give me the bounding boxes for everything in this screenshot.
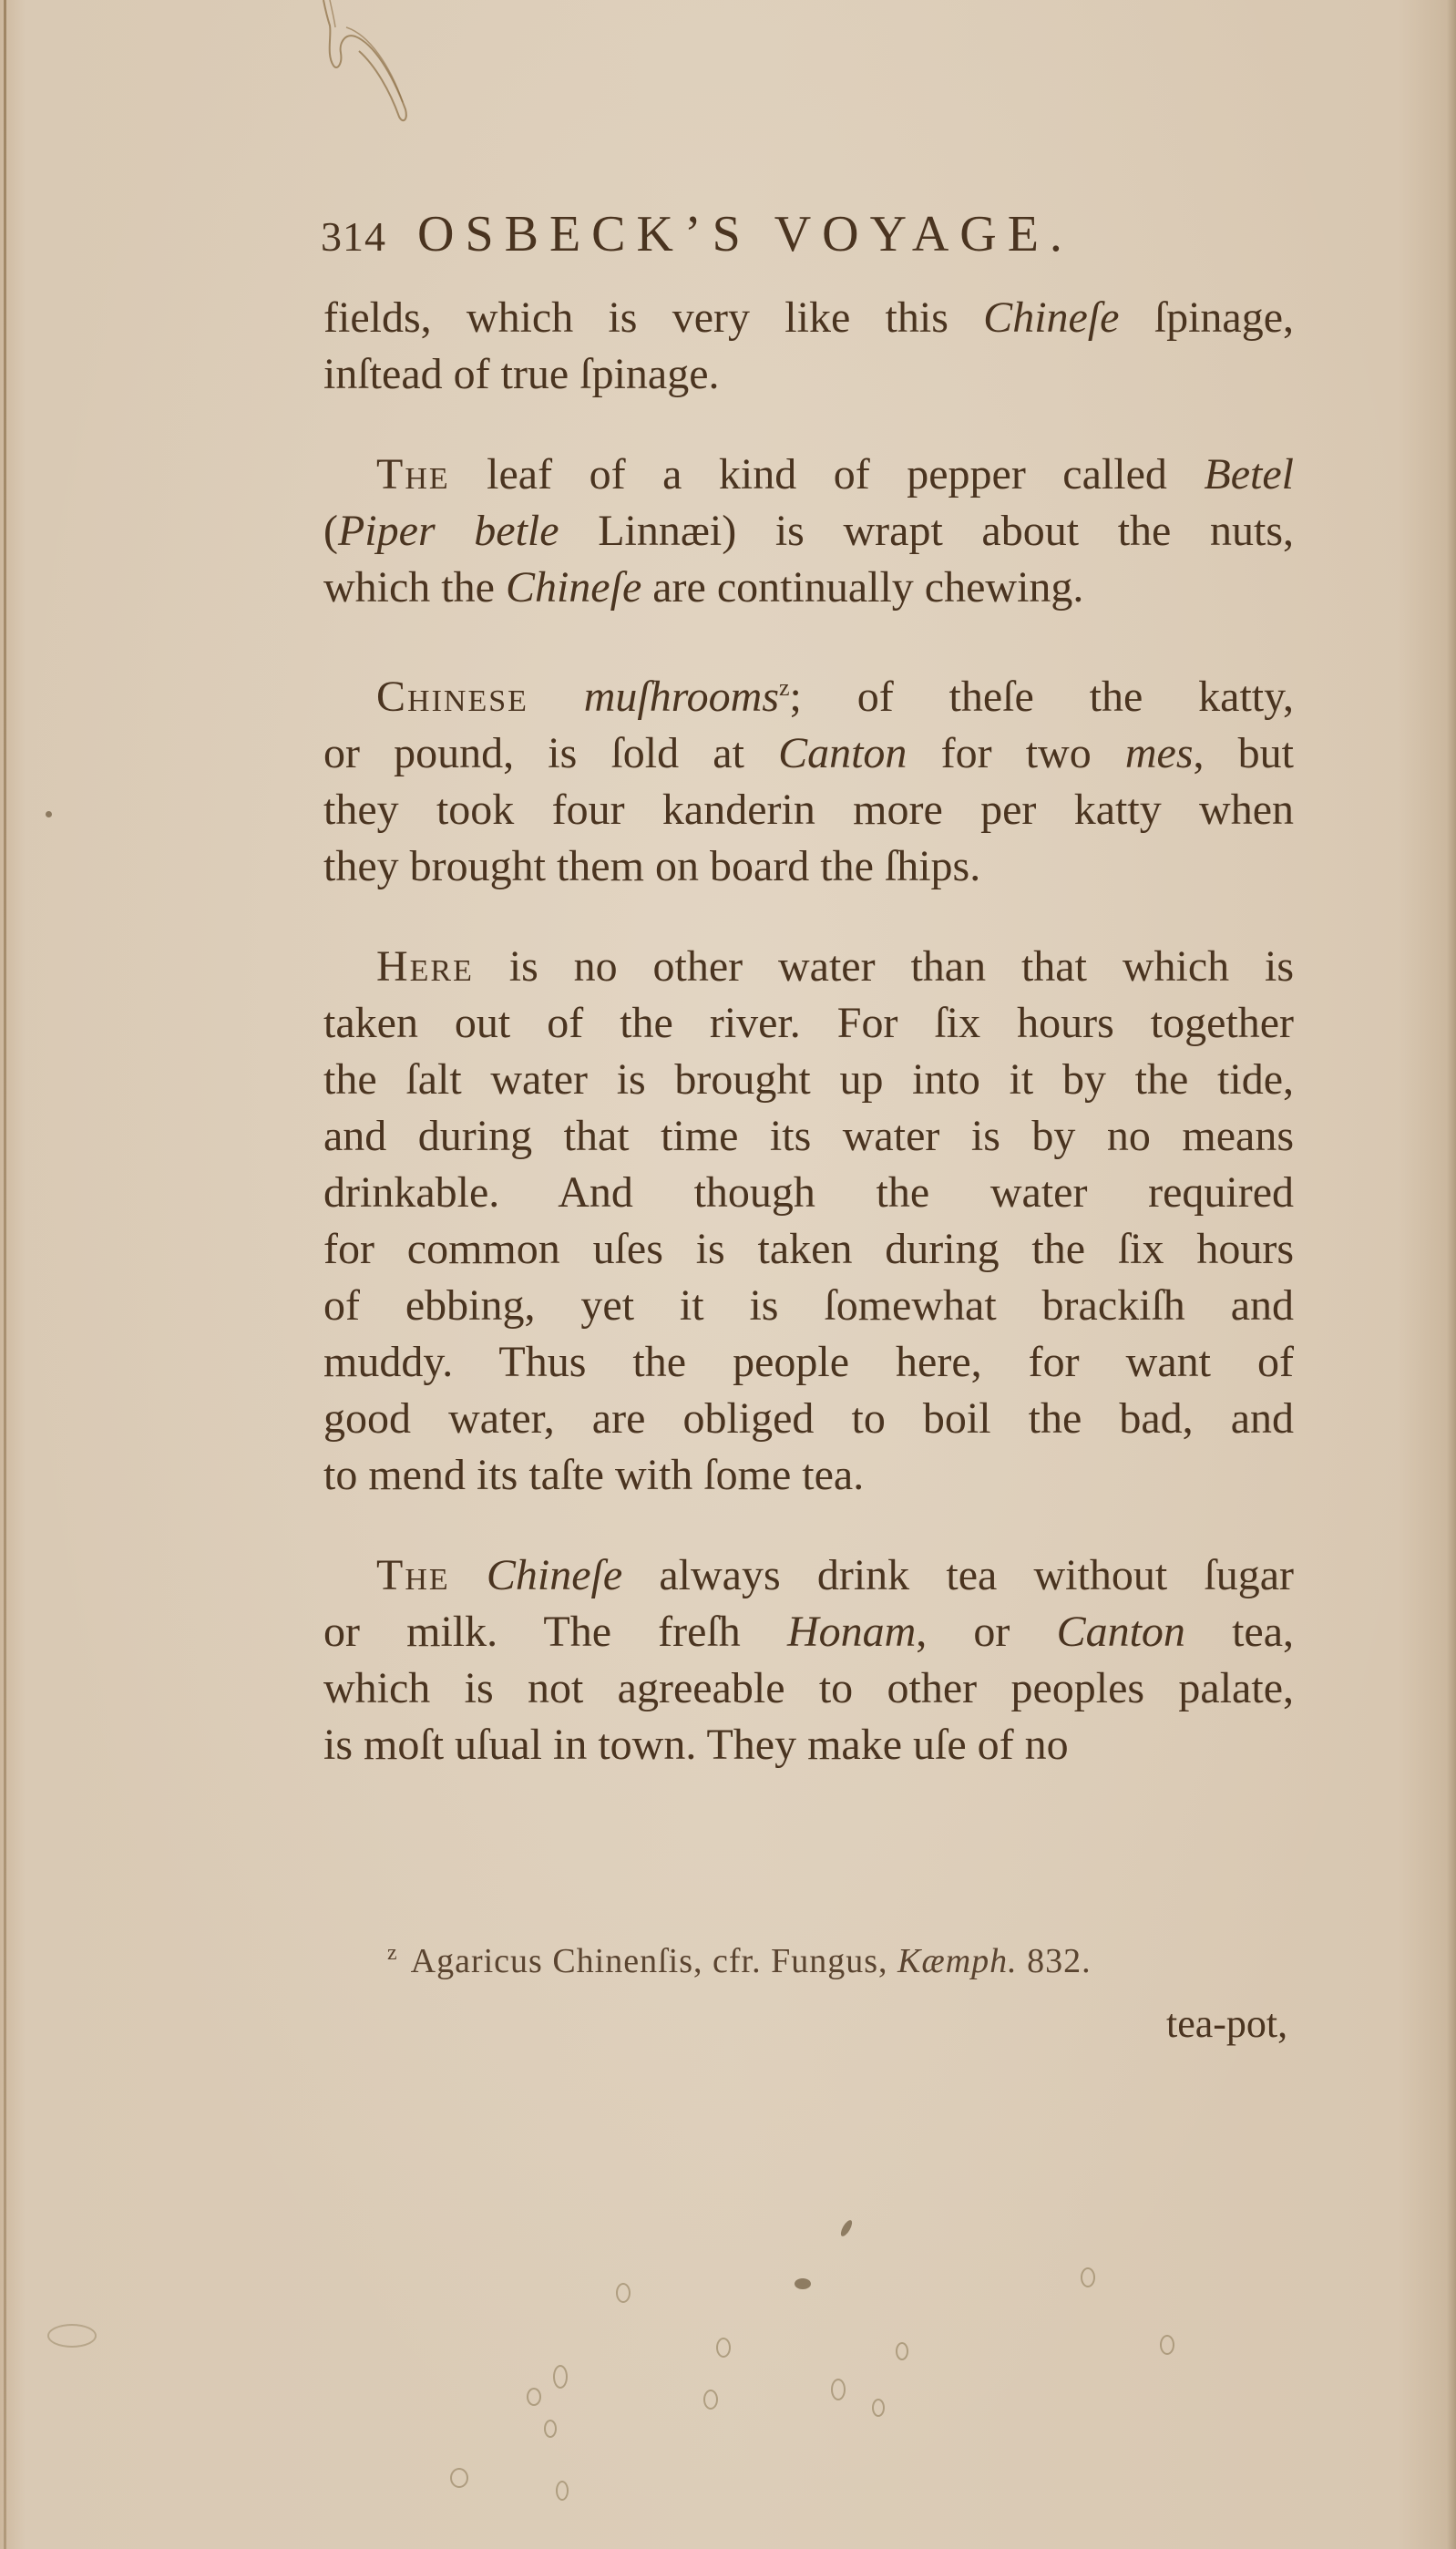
footnote-page: 832. xyxy=(1017,1942,1092,1980)
paper-speck xyxy=(544,2420,557,2438)
italic-run: Canton xyxy=(778,729,907,777)
text-line xyxy=(323,447,1294,503)
paper-speck xyxy=(1160,2335,1174,2355)
text-line xyxy=(323,838,1294,895)
paper-speck xyxy=(450,2468,468,2488)
text-line xyxy=(323,1547,1294,1604)
ink-spot xyxy=(795,2278,811,2289)
text-line xyxy=(323,1391,1294,1447)
text-run: or pound, is ſold at xyxy=(323,729,779,777)
text-line xyxy=(323,1052,1294,1108)
page-right-edge xyxy=(1447,0,1456,2549)
paper-speck xyxy=(553,2365,568,2389)
text-run: fields, which is very like this xyxy=(323,293,984,342)
text-line xyxy=(323,1108,1294,1165)
text-run: drinkable. And though the water required xyxy=(323,1168,1294,1217)
page-left-edge xyxy=(4,0,6,2549)
text-line xyxy=(323,560,1294,616)
paper-speck xyxy=(716,2338,731,2358)
small-caps-run: Chinese xyxy=(376,673,528,721)
text-run: , or xyxy=(916,1608,1057,1656)
text-run: muddy. Thus the people here, for want of xyxy=(323,1338,1294,1386)
text-line xyxy=(323,1447,1294,1504)
text-line xyxy=(323,346,1294,403)
italic-run: Chineſe xyxy=(486,1551,623,1599)
text-line xyxy=(323,1278,1294,1334)
text-line xyxy=(323,1334,1294,1391)
paper-speck xyxy=(616,2283,631,2303)
ink-spot xyxy=(839,2218,855,2237)
text-line xyxy=(323,1165,1294,1221)
text-run: tea, xyxy=(1184,1608,1295,1656)
text-run: good water, are obliged to boil the bad, and xyxy=(323,1394,1294,1443)
italic-run: Betel xyxy=(1204,450,1294,498)
text-run xyxy=(528,673,584,721)
text-run: ( xyxy=(323,507,338,555)
page-number: 314 xyxy=(321,213,386,260)
paper-speck xyxy=(556,2481,569,2501)
text-run: which is not agreeable to other peoples palate, xyxy=(323,1664,1294,1712)
text-line xyxy=(323,660,1294,725)
italic-run: Honam xyxy=(786,1608,917,1656)
text-run: for common uſes is taken during the ſix hours xyxy=(323,1225,1294,1273)
small-caps-run: The xyxy=(376,450,450,498)
text-run: they brought them on board the ſhips. xyxy=(323,842,981,890)
text-run: ſpinage, xyxy=(1119,293,1295,342)
italic-run: Chineſe xyxy=(983,293,1120,342)
text-line xyxy=(323,939,1294,995)
footnote-text: Agaricus Chinenſis, cfr. Fungus, xyxy=(410,1942,898,1980)
paragraph xyxy=(323,290,1294,403)
text-line xyxy=(323,290,1294,346)
text-line xyxy=(323,725,1294,782)
italic-run: Piper betle xyxy=(337,507,559,555)
paper-speck xyxy=(47,2324,97,2348)
thread-mark-icon xyxy=(319,0,446,128)
ink-spot xyxy=(46,811,52,817)
text-run: is moſt uſual in town. They make uſe of no xyxy=(323,1721,1069,1769)
footnote-reference: z xyxy=(779,674,790,701)
footnote-marker: z xyxy=(387,1941,398,1966)
catchword: tea-pot, xyxy=(1166,2001,1288,2046)
text-run: is no other water than that which is xyxy=(473,942,1294,991)
text-run: leaf of a kind of pepper called xyxy=(449,450,1205,498)
text-run: of ebbing, yet it is ſomewhat brackiſh and xyxy=(323,1281,1294,1330)
text-run: are continually chewing. xyxy=(641,563,1084,612)
text-run: and during that time its water is by no means xyxy=(323,1112,1294,1160)
text-run: Linnæi) is wrapt about the nuts, xyxy=(559,507,1295,555)
paper-speck xyxy=(831,2379,846,2400)
paragraph xyxy=(323,939,1294,1504)
small-caps-run: Here xyxy=(376,942,474,991)
text-run: inſtead of true ſpinage. xyxy=(323,350,720,398)
text-line xyxy=(323,1717,1294,1773)
footnote xyxy=(387,1941,1253,1981)
footnote-citation: Kæmph. xyxy=(897,1942,1018,1980)
text-run: to mend its taſte with ſome tea. xyxy=(323,1451,865,1499)
text-line xyxy=(323,995,1294,1052)
paper-speck xyxy=(527,2388,541,2406)
text-run xyxy=(450,1551,487,1599)
text-line xyxy=(323,1604,1294,1660)
running-head: OSBECK’S VOYAGE. xyxy=(417,206,1073,262)
text-line xyxy=(323,1660,1294,1717)
text-line xyxy=(323,1221,1294,1278)
text-run: , but xyxy=(1193,729,1295,777)
paper-speck xyxy=(1081,2267,1095,2287)
text-run: or milk. The freſh xyxy=(323,1608,787,1656)
text-line xyxy=(323,503,1294,560)
text-line xyxy=(323,782,1294,838)
paragraph xyxy=(323,1547,1294,1773)
italic-run: mes xyxy=(1124,729,1194,777)
paper-speck xyxy=(896,2342,908,2360)
paragraph xyxy=(323,660,1294,895)
text-run: the ſalt water is brought up into it by the tide, xyxy=(323,1055,1294,1104)
paragraph xyxy=(323,447,1294,616)
small-caps-run: The xyxy=(376,1551,450,1599)
text-run: for two xyxy=(907,729,1125,777)
italic-run: muſhrooms xyxy=(583,673,779,721)
text-run: ; of theſe the katty, xyxy=(789,673,1294,721)
paper-speck xyxy=(703,2390,718,2410)
text-run: always drink tea without ſugar xyxy=(622,1551,1294,1599)
body-text xyxy=(323,290,1294,1817)
page-header xyxy=(321,205,1305,278)
paper-speck xyxy=(872,2399,885,2417)
text-run: they took four kanderin more per katty when xyxy=(323,786,1294,834)
text-run: which the xyxy=(323,563,506,612)
italic-run: Canton xyxy=(1056,1608,1185,1656)
italic-run: Chineſe xyxy=(505,563,642,612)
text-run: taken out of the river. For ſix hours together xyxy=(323,999,1294,1047)
